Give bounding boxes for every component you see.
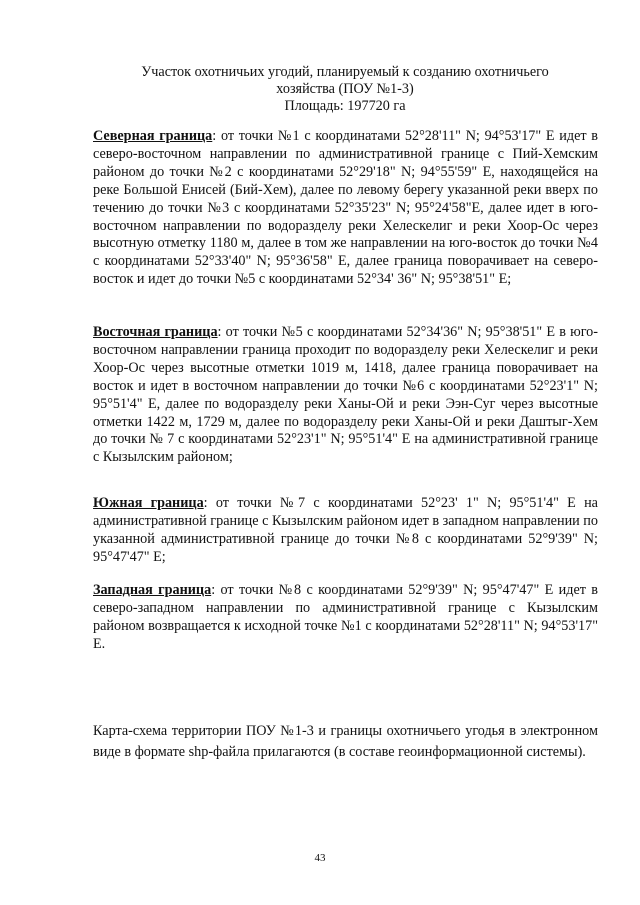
title-line-2: хозяйства (ПОУ №1-3) xyxy=(276,81,414,97)
map-note-paragraph: Карта-схема территории ПОУ №1-3 и границы охотничьего угодья в электронном виде в формате shp-файла прилагаются (в составе геоинформационной системы). xyxy=(93,723,598,760)
west-boundary-paragraph xyxy=(93,582,598,654)
west-boundary-heading: Западная граница xyxy=(93,582,212,598)
title-area-line: Площадь: 197720 га xyxy=(284,98,406,114)
south-boundary-paragraph xyxy=(93,495,598,567)
page-number: 43 xyxy=(314,852,326,864)
title-line-1: Участок охотничьих угодий, планируемый к созданию охотничьего xyxy=(141,64,549,80)
north-boundary-heading: Северная граница xyxy=(93,128,213,144)
east-boundary-text: : от точки №5 с координатами 52°34'36" N; 95°38'51" Е в юго-восточном направлении граница проходит по водоразделу реки Хелескелиг и реки Хоор-Ос через высотные отметки 1019 м, 1418, далее граница поворачивает на восток и идет в восточном направлении до точки №6 с координатами 52°23'1" N; 95°51'4" Е, далее по водоразделу реки Ханы-Ой и реки Ээн-Суг через высотные отметки 1422 м, 1729 м, далее по водоразделу реки Ханы-Ой и реки Даштыг-Хем до точки № 7 с координатами 52°23'1" N; 95°51'4" Е на административной границе с Кызылским районом; xyxy=(93,324,598,466)
north-boundary-text: : от точки №1 с координатами 52°28'11" N; 94°53'17" Е идет в северо-восточном направлении по административной границе с Пий-Хемским районом до точки №2 с координатами 52°29'18" N; 94°55'59" Е, находящейся на реке Большой Енисей (Бий-Хем), далее по левому берегу указанной реки вверх по течению до точки №3 с координатами 52°35'23" N; 95°24'58"Е, далее идет в юго-восточном направлении по водоразделу реки Хелескелиг и реки Хоор-Ос через высотную отметку 1180 м, далее в том же направлении на юго-восток до точки №4 с координатами 52°33'40" N; 95°36'58" Е, далее граница поворачивает на северо-восток и идет до точки №5 с координатами 52°34' 36" N; 95°38'51" Е; xyxy=(93,128,598,288)
document-title xyxy=(95,64,595,115)
south-boundary-heading: Южная граница xyxy=(93,495,204,511)
north-boundary-paragraph xyxy=(93,128,598,289)
east-boundary-paragraph xyxy=(93,324,598,467)
south-boundary-text: : от точки №7 с координатами 52°23' 1" N; 95°51'4" Е на административной границе с Кызылским районом идет в западном направлении по указанной административной границе до точки №8 с координатами 52°9'39" N; 95°47'47" Е; xyxy=(93,495,598,565)
east-boundary-heading: Восточная граница xyxy=(93,324,218,340)
west-boundary-text: : от точки №8 с координатами 52°9'39" N; 95°47'47" Е идет в северо-западном направлении по административной границе с Кызылским районом возвращается к исходной точке №1 с координатами 52°28'11" N; 94°53'17" Е. xyxy=(93,582,598,652)
